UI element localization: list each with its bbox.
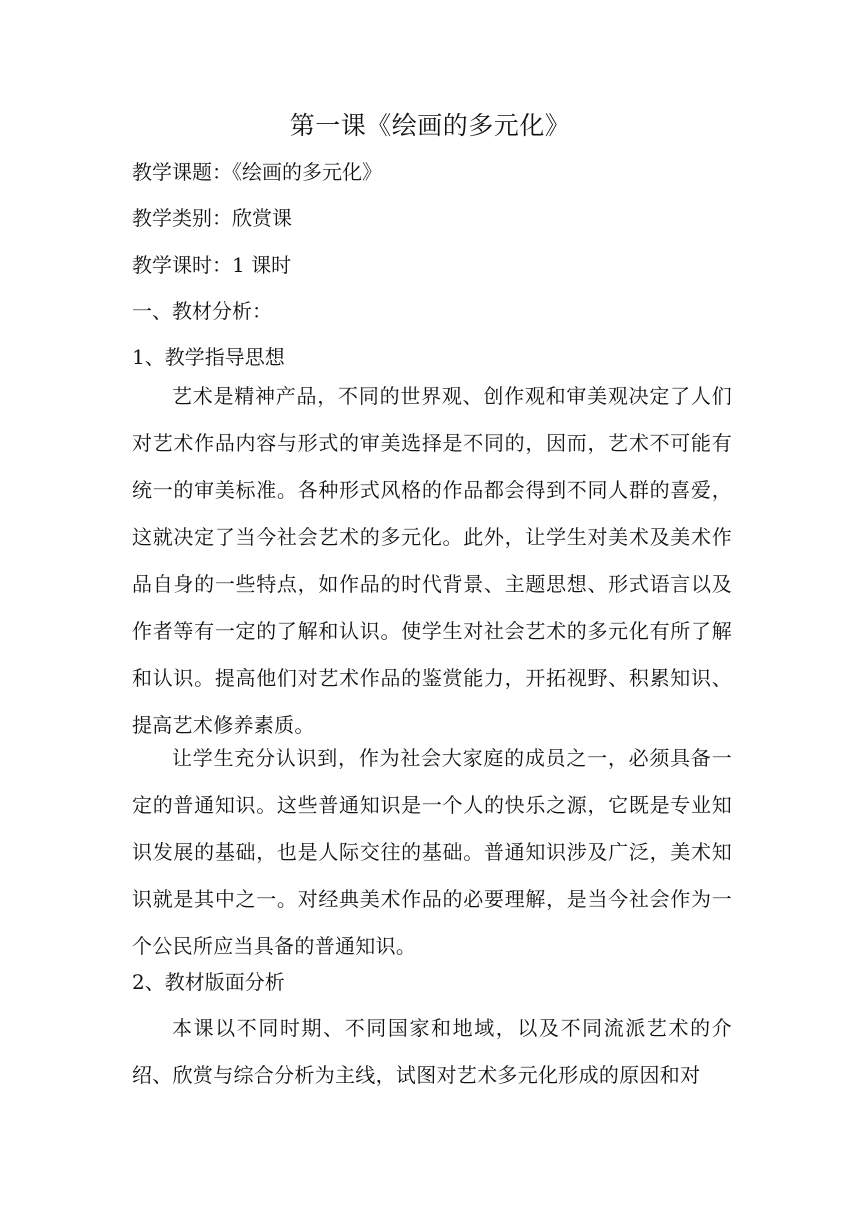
lesson-topic: 教学课题：《绘画的多元化》 [132, 160, 382, 184]
lesson-hours: 教学课时：1 课时 [132, 253, 292, 277]
subsection-heading-guiding-thought: 1、教学指导思想 [132, 345, 285, 369]
section-heading-textbook-analysis: 一、教材分析： [132, 299, 272, 323]
subsection-heading-layout-analysis: 2、教材版面分析 [132, 970, 285, 994]
paragraph-guiding-thought-2: 让学生充分认识到，作为社会大家庭的成员之一，必须具备一定的普通知识。这些普通知识是一个人的快乐之源，它既是专业知识发展的基础，也是人际交往的基础。普通知识涉及广泛，美术知识就是其中之一。对经典美术作品的必要理解，是当今社会作为一个公民所应当具备的普通知识。 [132, 746, 732, 958]
paragraph-layout-analysis-1: 本课以不同时期、不同国家和地域，以及不同流派艺术的介绍、欣赏与综合分析为主线，试图对艺术多元化形成的原因和对 [132, 1016, 732, 1087]
lesson-category: 教学类别：欣赏课 [132, 206, 292, 230]
document-title: 第一课《绘画的多元化》 [289, 111, 571, 140]
paragraph-guiding-thought-1: 艺术是精神产品，不同的世界观、创作观和审美观决定了人们对艺术作品内容与形式的审美选择是不同的，因而，艺术不可能有统一的审美标准。各种形式风格的作品都会得到不同人群的喜爱，这就决定了当今社会艺术的多元化。此外，让学生对美术及美术作品自身的一些特点，如作品的时代背景、主题思想、形式语言以及作者等有一定的了解和认识。使学生对社会艺术的多元化有所了解和认识。提高他们对艺术作品的鉴赏能力，开拓视野、积累知识、提高艺术修养素质。 [132, 384, 732, 737]
